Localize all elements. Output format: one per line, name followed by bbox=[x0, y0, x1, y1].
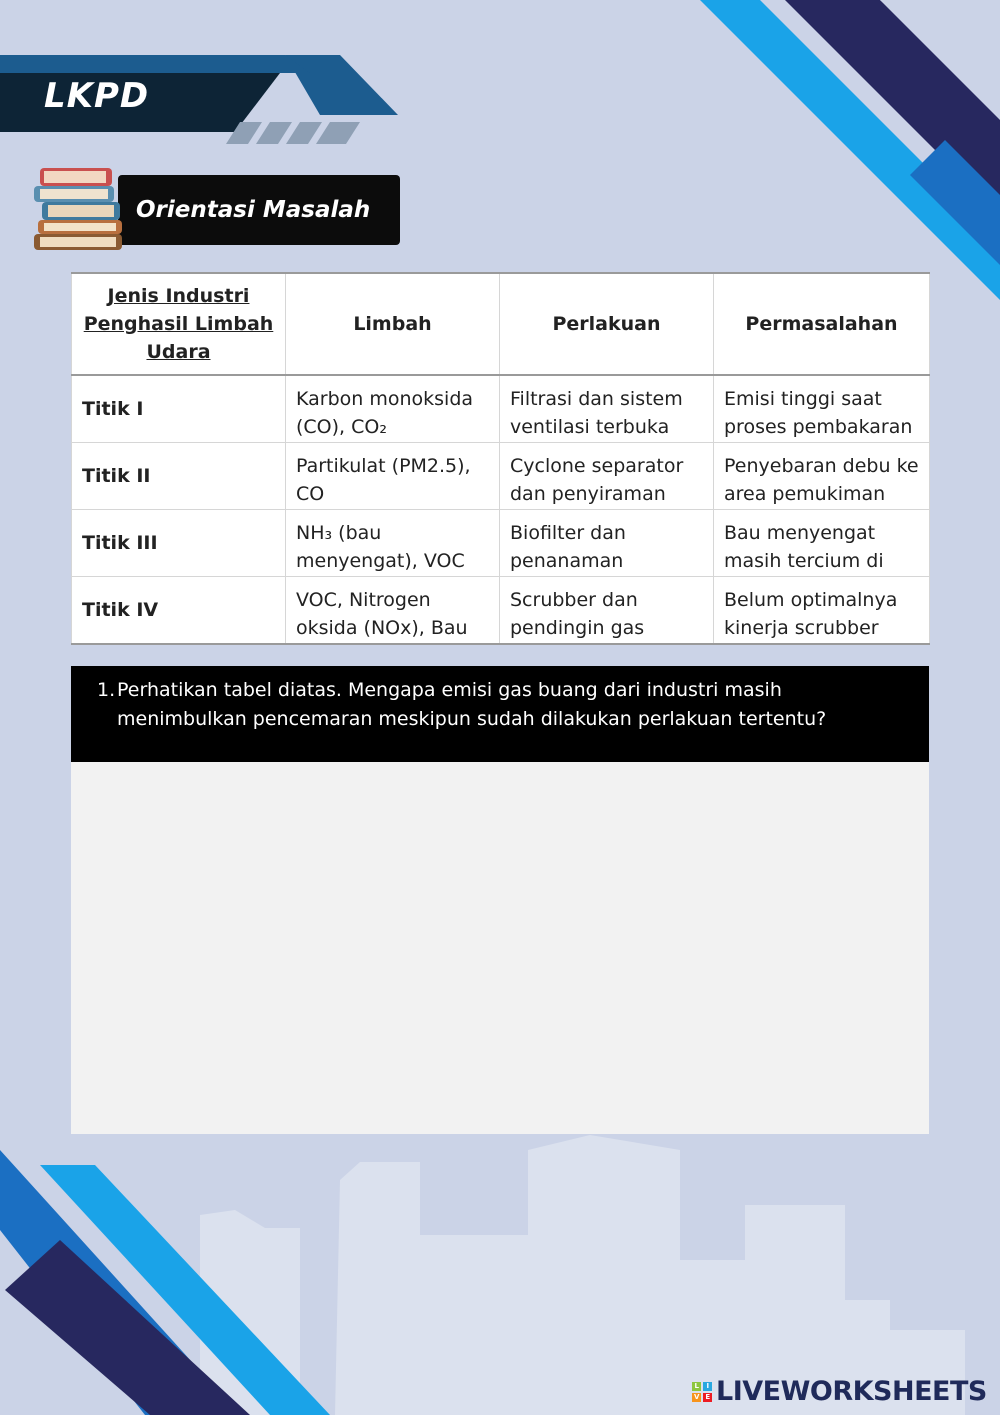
table-row bbox=[72, 443, 930, 510]
brand-logo-icon bbox=[692, 1382, 712, 1402]
perlakuan-cell bbox=[500, 577, 714, 645]
cell-text: NH₃ (bau menyengat), VOC bbox=[296, 522, 465, 572]
table-header-row bbox=[72, 273, 930, 375]
cell-text: Bau menyengat masih tercium di bbox=[724, 522, 884, 572]
perlakuan-cell bbox=[500, 510, 714, 577]
row-label: Titik I bbox=[72, 375, 286, 443]
cell-text: Emisi tinggi saat proses pembakaran bbox=[724, 388, 913, 438]
logo-letter: E bbox=[703, 1393, 712, 1402]
liveworksheets-logo bbox=[692, 1376, 987, 1407]
industry-waste-table bbox=[71, 272, 930, 645]
permasalahan-cell bbox=[714, 443, 930, 510]
limbah-cell bbox=[286, 443, 500, 510]
cell-text: Scrubber dan pendingin gas bbox=[510, 589, 645, 639]
limbah-cell bbox=[286, 510, 500, 577]
row-label: Titik IV bbox=[72, 577, 286, 645]
row-label: Titik III bbox=[72, 510, 286, 577]
answer-textarea[interactable] bbox=[71, 762, 929, 1134]
permasalahan-cell bbox=[714, 577, 930, 645]
limbah-cell bbox=[286, 375, 500, 443]
permasalahan-cell bbox=[714, 510, 930, 577]
cell-text: VOC, Nitrogen oksida (NOx), Bau bbox=[296, 589, 468, 639]
cell-text: Karbon monoksida (CO), CO₂ bbox=[296, 388, 474, 438]
row-label: Titik II bbox=[72, 443, 286, 510]
books-icon bbox=[34, 164, 126, 254]
table-row bbox=[72, 510, 930, 577]
header-permasalahan: Permasalahan bbox=[714, 273, 930, 375]
cell-text: Penyebaran debu ke area pemukiman bbox=[724, 455, 919, 505]
cell-text: Partikulat (PM2.5), CO bbox=[296, 455, 471, 505]
header-jenis-industri: Jenis Industri Penghasil Limbah Udara bbox=[72, 273, 286, 375]
perlakuan-cell bbox=[500, 375, 714, 443]
limbah-cell bbox=[286, 577, 500, 645]
cell-text: Biofilter dan penanaman bbox=[510, 522, 626, 572]
header-perlakuan: Perlakuan bbox=[500, 273, 714, 375]
perlakuan-cell bbox=[500, 443, 714, 510]
logo-letter: L bbox=[692, 1382, 701, 1391]
question-box bbox=[71, 666, 929, 762]
table-row bbox=[72, 577, 930, 645]
header-limbah: Limbah bbox=[286, 273, 500, 375]
section-title bbox=[118, 175, 400, 245]
question-text: Perhatikan tabel diatas. Mengapa emisi gas buang dari industri masih menimbulkan pencemaran meskipun sudah dilakukan perlakuan tertentu? bbox=[117, 679, 827, 730]
brand-name: LIVEWORKSHEETS bbox=[716, 1376, 987, 1407]
logo-letter: I bbox=[703, 1382, 712, 1391]
permasalahan-cell bbox=[714, 375, 930, 443]
page-title: LKPD bbox=[44, 76, 150, 116]
table-row bbox=[72, 375, 930, 443]
cell-text: Filtrasi dan sistem ventilasi terbuka bbox=[510, 388, 683, 438]
cell-text: Cyclone separator dan penyiraman bbox=[510, 455, 684, 505]
logo-letter: V bbox=[692, 1393, 701, 1402]
cell-text: Belum optimalnya kinerja scrubber bbox=[724, 589, 898, 639]
question-number: 1. bbox=[97, 679, 116, 701]
section-title-text: Orientasi Masalah bbox=[136, 197, 371, 223]
